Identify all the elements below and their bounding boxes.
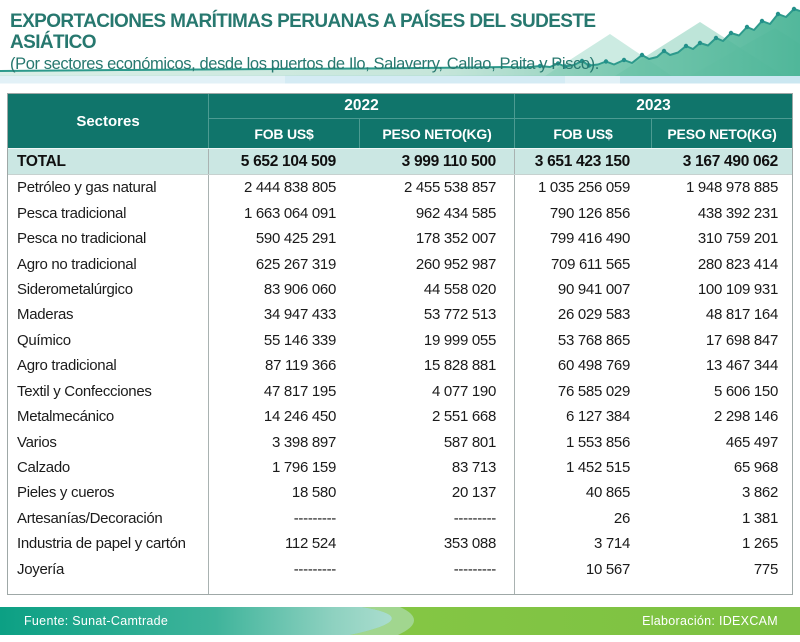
- value-2023-fob: 1 452 515: [565, 459, 630, 477]
- value-2022-peso: 19 999 055: [360, 328, 515, 353]
- value-2023-peso: 100 109 931: [697, 280, 778, 298]
- table-row: [8, 531, 792, 556]
- value-2022-peso: 587 801: [360, 429, 515, 454]
- value-2023-fob: 709 611 565: [550, 255, 630, 273]
- value-2022-peso: 260 952 987: [360, 251, 515, 276]
- table-row: [8, 251, 792, 276]
- value-2023-peso: 1 948 978 885: [685, 179, 778, 197]
- col-header-sectores: Sectores: [8, 94, 209, 148]
- value-2023-peso: 438 392 231: [697, 204, 778, 222]
- value-2023-fob: 60 498 769: [557, 357, 630, 375]
- table-row: [8, 379, 792, 404]
- value-2023-peso: 65 968: [733, 459, 778, 477]
- value-2022-fob: 55 146 339: [263, 331, 336, 349]
- col-header-2022-peso: PESO NETO(KG): [360, 119, 515, 148]
- total-2023-peso: 3 167 490 062: [682, 152, 778, 170]
- value-2023-peso: 48 817 164: [705, 306, 778, 324]
- value-2022-fob: 14 246 450: [263, 408, 336, 426]
- page-title: EXPORTACIONES MARÍTIMAS PERUANAS A PAÍSES DEL SUDESTE ASIÁTICO: [10, 11, 596, 53]
- value-2022-peso: 4 077 190: [360, 379, 515, 404]
- value-2023-fob: 40 865: [585, 484, 630, 502]
- footer-bar: [0, 607, 800, 635]
- sector-name: Varios: [8, 429, 209, 454]
- table-row: [8, 455, 792, 480]
- value-2023-fob: 26 029 583: [557, 306, 630, 324]
- value-2022-peso: ---------: [360, 557, 515, 582]
- sector-name: Maderas: [8, 302, 209, 327]
- value-2023-fob: 76 585 029: [557, 382, 630, 400]
- value-2022-peso: 962 434 585: [360, 200, 515, 225]
- value-2023-peso: 2 298 146: [713, 408, 778, 426]
- sector-name: Calzado: [8, 455, 209, 480]
- sector-name: Químico: [8, 328, 209, 353]
- value-2022-fob: 1 796 159: [271, 459, 336, 477]
- sector-name: Joyería: [8, 557, 209, 582]
- value-2023-peso: 1 381: [741, 509, 778, 527]
- total-row: [8, 148, 792, 175]
- table-row: [8, 200, 792, 225]
- value-2022-fob: 2 444 838 805: [243, 179, 336, 197]
- col-header-2023-peso: PESO NETO(KG): [667, 125, 777, 142]
- sector-name: Agro no tradicional: [8, 251, 209, 276]
- value-2022-peso: 353 088: [360, 531, 515, 556]
- value-2022-peso: 83 713: [360, 455, 515, 480]
- value-2022-peso: 2 551 668: [360, 404, 515, 429]
- value-2022-fob: 590 425 291: [255, 230, 336, 248]
- table-row: [8, 429, 792, 454]
- value-2022-peso: 44 558 020: [360, 277, 515, 302]
- value-2023-fob: 6 127 384: [565, 408, 630, 426]
- table-row: [8, 353, 792, 378]
- value-2023-peso: 13 467 344: [705, 357, 778, 375]
- sector-name: Artesanías/Decoración: [8, 506, 209, 531]
- table-row: [8, 506, 792, 531]
- value-2022-fob: 112 524: [284, 535, 336, 553]
- total-2022-peso: 3 999 110 500: [360, 149, 515, 174]
- value-2022-fob: 18 580: [291, 484, 336, 502]
- value-2023-fob: 53 768 865: [557, 331, 630, 349]
- exports-table: [7, 93, 793, 595]
- sector-name: Metalmecánico: [8, 404, 209, 429]
- value-2022-fob: 34 947 433: [263, 306, 336, 324]
- value-2022-fob: 625 267 319: [255, 255, 336, 273]
- value-2022-peso: 53 772 513: [360, 302, 515, 327]
- value-2023-fob: 799 416 490: [549, 230, 630, 248]
- total-label: TOTAL: [8, 149, 209, 174]
- table-body: [8, 175, 792, 582]
- value-2023-fob: 90 941 007: [557, 280, 630, 298]
- value-2023-peso: 465 497: [725, 433, 778, 451]
- elaboration-label: Elaboración: IDEXCAM: [642, 614, 778, 628]
- table-row: [8, 302, 792, 327]
- value-2023-peso: 17 698 847: [705, 331, 778, 349]
- value-2023-peso: 775: [753, 560, 778, 578]
- value-2022-peso: 15 828 881: [360, 353, 515, 378]
- value-2022-fob: 47 817 195: [263, 382, 336, 400]
- title-block: [10, 12, 670, 74]
- col-header-2023-fob: FOB US$: [515, 119, 652, 148]
- col-header-2022: 2022: [209, 94, 515, 119]
- sector-name: Industria de papel y cartón: [8, 531, 209, 556]
- total-2022-fob: 5 652 104 509: [240, 152, 336, 170]
- table-row: [8, 175, 792, 200]
- source-label: Fuente: Sunat-Camtrade: [24, 614, 169, 628]
- table-row: [8, 277, 792, 302]
- sector-name: Petróleo y gas natural: [8, 175, 209, 200]
- sector-name: Pesca no tradicional: [8, 226, 209, 251]
- value-2022-peso: 2 455 538 857: [360, 175, 515, 200]
- value-2023-fob: 790 126 856: [549, 204, 630, 222]
- value-2022-peso: 20 137: [360, 480, 515, 505]
- sector-name: Pesca tradicional: [8, 200, 209, 225]
- value-2022-fob: 3 398 897: [271, 433, 336, 451]
- value-2023-peso: 3 862: [741, 484, 778, 502]
- table-bottom-strip: [8, 582, 792, 594]
- page-subtitle: (Por sectores económicos, desde los puertos de Ilo, Salaverry, Callao, Paita y Pisco).: [10, 54, 599, 73]
- sector-name: Pieles y cueros: [8, 480, 209, 505]
- sector-name: Siderometalúrgico: [8, 277, 209, 302]
- table-row: [8, 557, 792, 582]
- value-2022-peso: 178 352 007: [360, 226, 515, 251]
- sector-name: Textil y Confecciones: [8, 379, 209, 404]
- value-2023-peso: 310 759 201: [697, 230, 778, 248]
- sector-name: Agro tradicional: [8, 353, 209, 378]
- table-row: [8, 404, 792, 429]
- table-row: [8, 480, 792, 505]
- value-2022-peso: ---------: [360, 506, 515, 531]
- col-header-2022-fob: FOB US$: [209, 119, 360, 148]
- value-2022-fob: 83 906 060: [263, 280, 336, 298]
- value-2023-peso: 5 606 150: [713, 382, 778, 400]
- value-2023-fob: 3 714: [593, 535, 630, 553]
- col-header-2023: 2023: [515, 94, 792, 119]
- value-2022-fob: ---------: [293, 509, 336, 527]
- value-2022-fob: 1 663 064 091: [243, 204, 336, 222]
- table-row: [8, 226, 792, 251]
- table-row: [8, 328, 792, 353]
- value-2023-fob: 1 035 256 059: [537, 179, 630, 197]
- value-2023-peso: 1 265: [741, 535, 778, 553]
- table-header: [8, 94, 792, 148]
- total-2023-fob: 3 651 423 150: [534, 152, 630, 170]
- value-2022-fob: 87 119 366: [265, 357, 336, 375]
- value-2023-peso: 280 823 414: [697, 255, 778, 273]
- value-2022-fob: ---------: [293, 560, 336, 578]
- value-2023-fob: 10 567: [585, 560, 630, 578]
- value-2023-fob: 26: [613, 509, 630, 527]
- value-2023-fob: 1 553 856: [565, 433, 630, 451]
